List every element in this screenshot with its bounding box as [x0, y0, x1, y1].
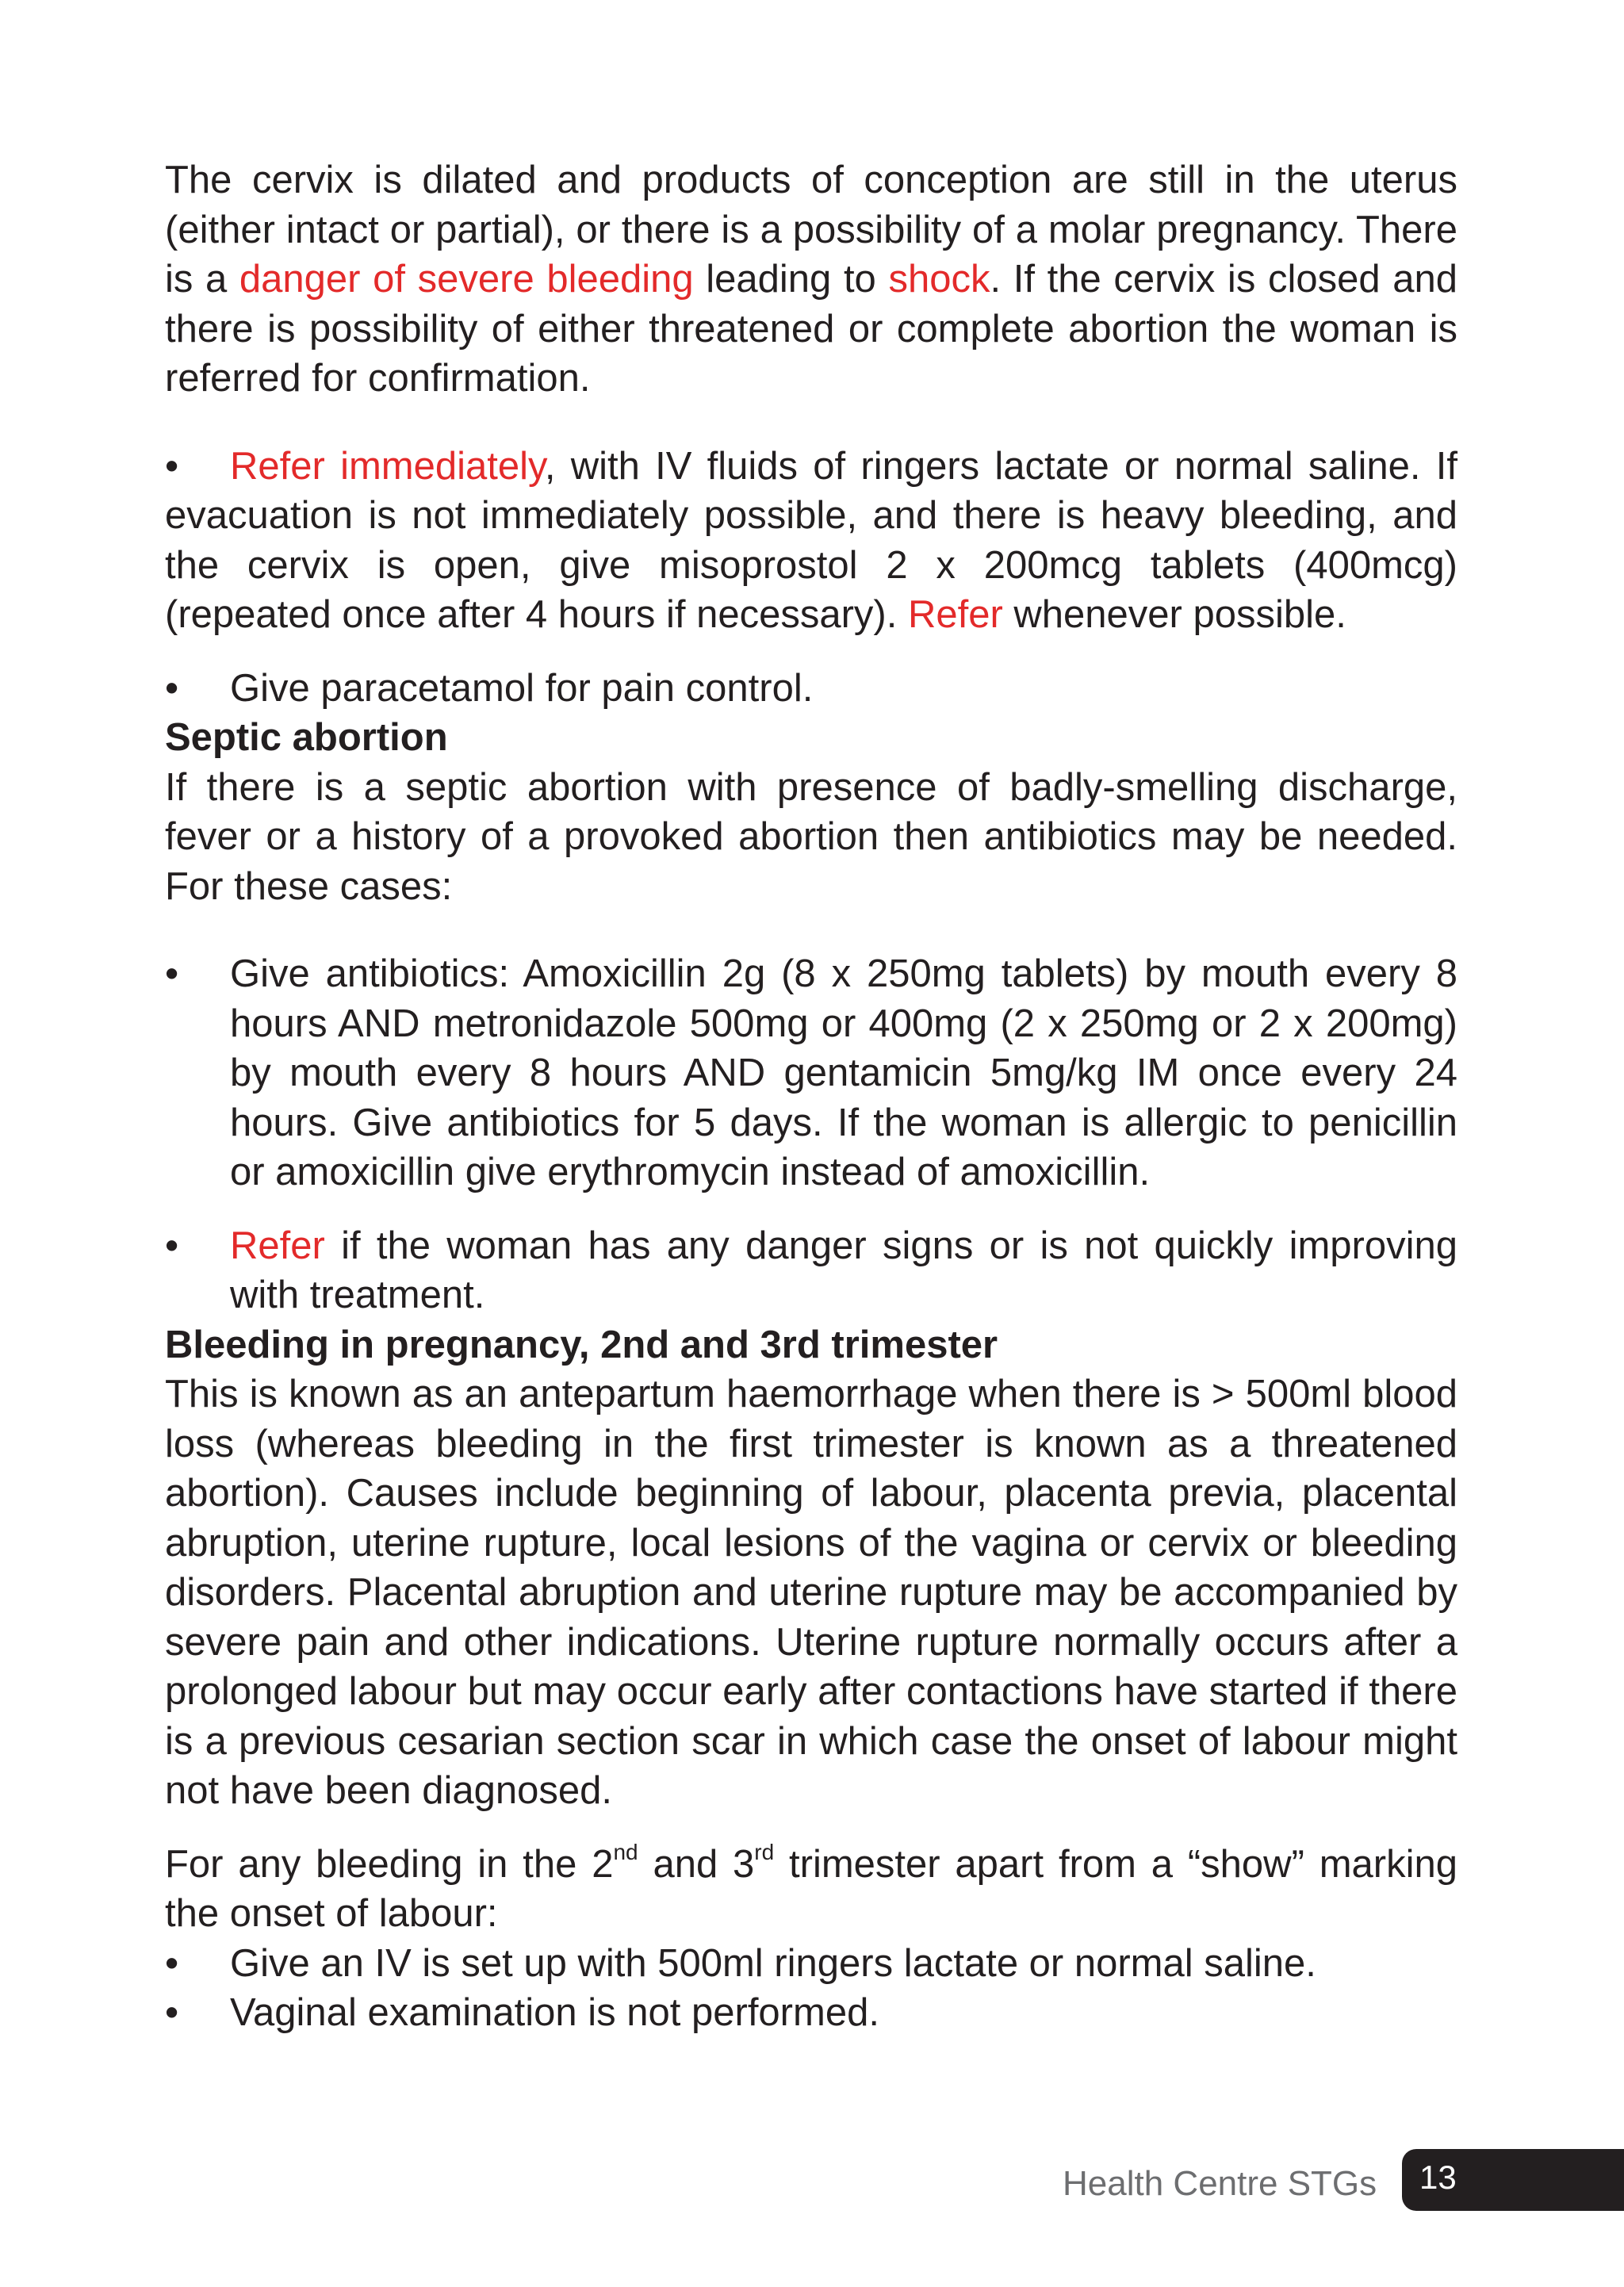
- septic-abortion-heading: Septic abortion: [165, 716, 448, 759]
- page-number: 13: [1419, 2159, 1457, 2196]
- intro-paragraph: The cervix is dilated and products of conception are still in the uterus (either intact or partial), or there is a possibility of a molar pregnancy. There is a danger of severe bleeding leading to shock. If the cervix is closed and there is possibility of either threatened or complete abortion the woman is referred for confirmation.: [165, 159, 1457, 400]
- bullet: •: [165, 1941, 179, 1985]
- refer-immediately-paragraph: • Refer immediately, with IV fluids of ringers lactate or normal saline. If evacuation is not immediately possible, and there is heavy bleeding, and the cervix is open, give misoprostol 2 x 200mcg tablets (400mcg) (repeated once after 4 hours if necessary). Refer whenever possible.: [165, 442, 1457, 640]
- list-item: • Give paracetamol for pain control.: [165, 664, 1457, 714]
- bullet: •: [165, 952, 179, 995]
- list-item: • Give an IV is set up with 500ml ringers lactate or normal saline.: [165, 1939, 1457, 1989]
- list-item: • Vaginal examination is not performed.: [165, 1988, 1457, 2038]
- document-page: [165, 155, 1457, 2038]
- footer-label: Health Centre STGs: [1063, 2164, 1377, 2203]
- list-item: • Give antibiotics: Amoxicillin 2g (8 x 250mg tablets) by mouth every 8 hours AND metronidazole 500mg or 400mg (2 x 250mg or 2 x 200mg) by mouth every 8 hours AND gentamicin 5mg/kg IM once every 24 hours. Give antibiotics for 5 days. If the woman is allergic to penicillin or amoxicillin give erythromycin instead of amoxicillin.: [165, 949, 1457, 1197]
- bleeding-pregnancy-paragraph: This is known as an antepartum haemorrhage when there is > 500ml blood loss (whereas bleeding in the first trimester is known as a threatened abortion). Causes include beginning of labour, placenta previa, placental abruption, uterine rupture, local lesions of the vagina or cervix or bleeding disorders. Placental abruption and uterine rupture may be accompanied by severe pain and other indications. Uterine rupture normally occurs after a prolonged labour but may occur early after contactions have started if there is a previous cesarian section scar in which case the onset of labour might not have been diagnosed.: [165, 1373, 1457, 1812]
- trimester-paragraph: For any bleeding in the 2nd and 3rd trimester apart from a “show” marking the onset of labour:: [165, 1840, 1457, 1935]
- bullet: •: [165, 666, 179, 710]
- refer-highlight: Refer: [230, 1224, 325, 1267]
- bullet: •: [165, 1991, 179, 2034]
- bullet: •: [165, 444, 179, 488]
- shock-highlight: shock: [888, 258, 990, 301]
- list-item: • Refer if the woman has any danger signs or is not quickly improving with treatment.: [165, 1221, 1457, 1320]
- refer-highlight: Refer: [907, 593, 1003, 636]
- bleeding-pregnancy-heading: Bleeding in pregnancy, 2nd and 3rd trimester: [165, 1323, 998, 1366]
- bullet: •: [165, 1224, 179, 1267]
- refer-immediately-highlight: Refer immediately: [230, 444, 545, 488]
- septic-abortion-paragraph: If there is a septic abortion with presence of badly-smelling discharge, fever or a history of a provoked abortion then antibiotics may be needed. For these cases:: [165, 765, 1457, 908]
- danger-bleeding-highlight: danger of severe bleeding: [239, 258, 694, 301]
